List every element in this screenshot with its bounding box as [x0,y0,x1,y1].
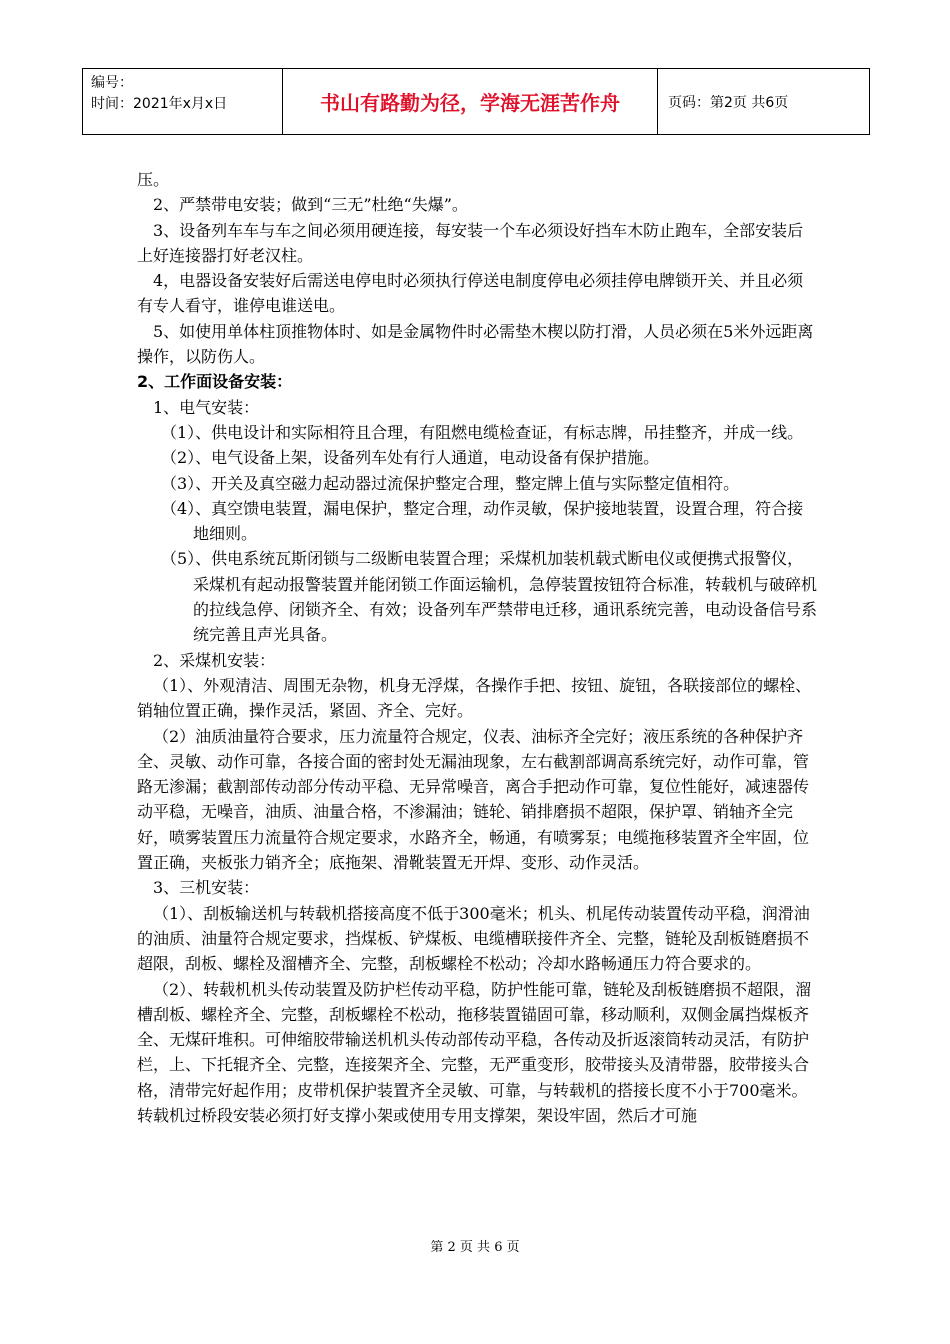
list-item: （1）、外观清洁、周围无杂物，机身无浮煤，各操作手把、按钮、旋钮，各联接部位的螺栓、销轴位置正确，操作灵活，紧固、齐全、完好。 [137,675,812,721]
subsection-title: 3、三机安装： [153,878,260,898]
header-page-info: 页码：第2页 共6页 [668,94,789,111]
paragraph: 4，电器设备安装好后需送电停电时必须执行停送电制度停电必须挂停电牌锁开关、并且必须有专人看守，谁停电谁送电。 [137,271,804,316]
subsection-title: 2、采煤机安装： [153,650,276,670]
list-item: （4）、真空馈电装置，漏电保护，整定合理，动作灵敏，保护接地装置，设置合理，符合接地细则。 [161,498,804,544]
page-footer: 第 2 页 共 6 页 [430,1240,520,1255]
document-number-label: 编号： [91,75,133,91]
header-meta [83,69,283,134]
header-motto: 书山有路勤为径，学海无涯苦作舟 [283,69,658,134]
page-header [82,68,870,135]
list-item: （2）、电气设备上架，设备列车处有行人通道，电动设备有保护措施。 [161,448,660,468]
list-item: （5）、供电系统瓦斯闭锁与二级断电装置合理；采煤机加装机载式断电仪或便携式报警仪，采煤机有起动报警装置并能闭锁工作面运输机，急停装置按钮符合标准，转载机与破碎机的拉线急停、闭锁齐全、有效；设备列车严禁带电迁移，通讯系统完善，电动设备信号系统完善且声光具备。 [161,549,818,645]
paragraph: 2、严禁带电安装；做到“三无”杜绝“失爆”。 [153,195,468,215]
document-date: 时间：2021年x月x日 [91,96,228,112]
list-item: （1）、供电设计和实际相符且合理，有阻燃电缆检查证，有标志牌，吊挂整齐，并成一线。 [161,422,804,442]
paragraph: 3、设备列车车与车之间必须用硬连接，每安装一个车必须设好挡车木防止跑车，全部安装后上好连接器打好老汉柱。 [137,220,804,265]
list-item: （3）、开关及真空磁力起动器过流保护整定合理，整定牌上值与实际整定值相符。 [161,473,740,493]
section-heading: 2、工作面设备安装： [137,372,293,392]
document-body [137,167,817,1128]
list-item: （2）、转载机机头传动装置及防护栏传动平稳，防护性能可靠，链轮及刮板链磨损不超限，溜槽刮板、螺栓齐全、完整，刮板螺栓不松动，拖移装置锚固可靠，移动顺利，双侧金属挡煤板齐全、无煤矸堆积。可伸缩胶带输送机机头传动部传动平稳，各传动及折返滚筒转动灵活，有防护栏，上、下托辊齐全、完整，连接架齐全、完整，无严重变形，胶带接头及清带器，胶带接头合格，清带完好起作用；皮带机保护装置齐全灵敏、可靠，与转载机的搭接长度不小于700毫米。转载机过桥段安装必须打好支撑小架或使用专用支撑架，架设牢固，然后才可施 [137,979,812,1125]
list-item: （2）油质油量符合要求，压力流量符合规定，仪表、油标齐全完好；液压系统的各种保护齐全、灵敏、动作可靠，各接合面的密封处无漏油现象，左右截割部调高系统完好，动作可靠，管路无渗漏；截割部传动部分传动平稳、无异常噪音，离合手把动作可靠，复位性能好，减速器传动平稳，无噪音，油质、油量合格，不渗漏油；链轮、销排磨损不超限，保护罩、销轴齐全完好，喷雾装置压力流量符合规定要求，水路齐全，畅通，有喷雾泵；电缆拖移装置齐全牢固，位置正确，夹板张力销齐全；底拖架、滑靴装置无开焊、变形、动作灵活。 [137,726,810,873]
subsection-title: 1、电气安装： [153,397,260,417]
paragraph: 压。 [137,170,170,189]
paragraph: 5、如使用单体柱顶推物体时、如是金属物件时必需垫木楔以防打滑，人员必须在5米外远距离操作，以防伤人。 [137,321,814,367]
list-item: （1）、刮板输送机与转载机搭接高度不低于300毫米；机头、机尾传动装置传动平稳，润滑油的油质、油量符合规定要求，挡煤板、铲煤板、电缆槽联接件齐全、完整，链轮及刮板链磨损不超限，刮板、螺栓及溜槽齐全、完整，刮板螺栓不松动；冷却水路畅通压力符合要求的。 [137,903,810,974]
